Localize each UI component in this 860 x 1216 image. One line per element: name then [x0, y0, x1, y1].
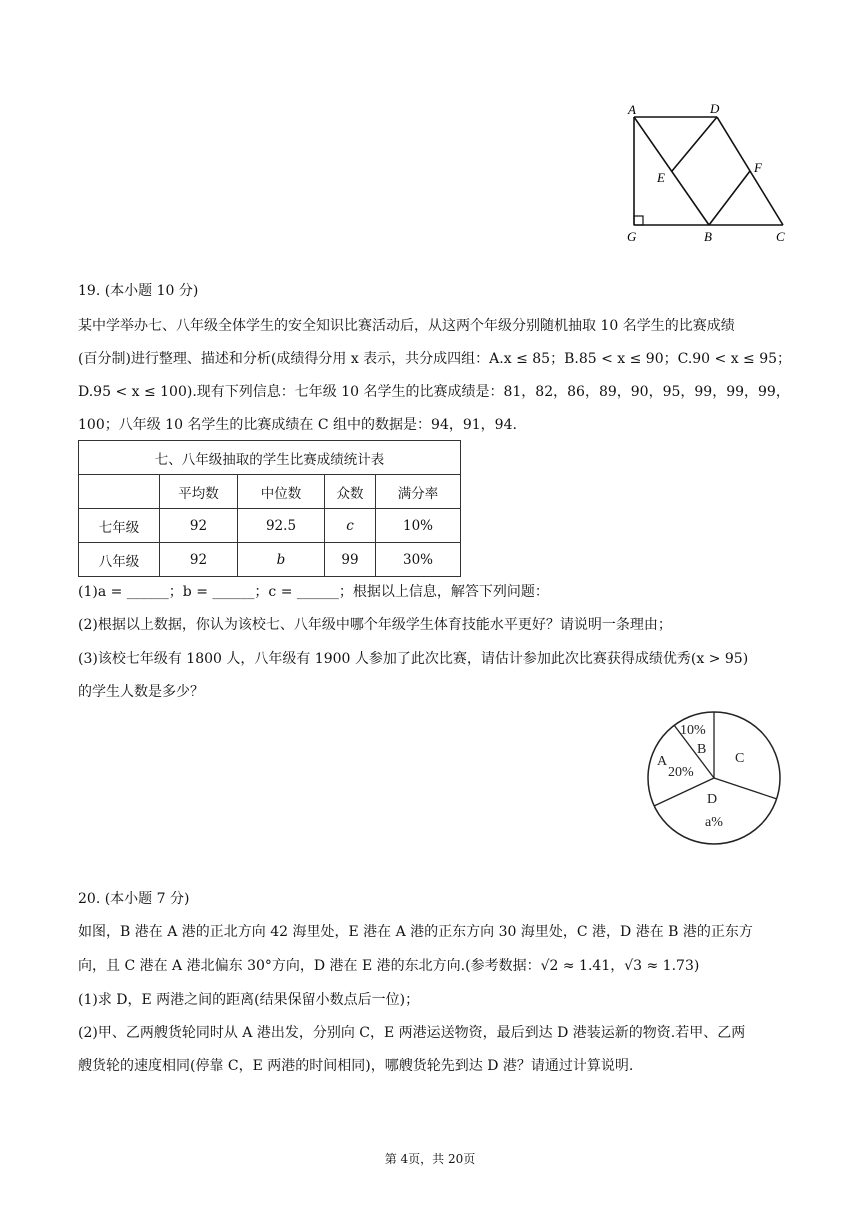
- stats-table: [78, 440, 461, 577]
- table-cell: 92: [160, 509, 238, 543]
- q20-line-2: 向，且 C 港在 A 港北偏东 30°方向，D 港在 E 港的东北方向.(参考数据：√2 ≈ 1.41，√3 ≈ 1.73): [78, 958, 700, 974]
- pie-label-c: C: [735, 751, 745, 766]
- label-D: D: [710, 101, 720, 116]
- q19-line-2: (百分制)进行整理、描述和分析(成绩得分用 x 表示，共分成四组：A.x ≤ 85；B.85 < x ≤ 90；C.90 < x ≤ 95；: [78, 351, 792, 367]
- table-cell: b: [238, 543, 325, 577]
- label-E: E: [657, 170, 665, 185]
- label-C: C: [776, 229, 785, 244]
- q20-part-2: (2)甲、乙两艘货轮同时从 A 港出发，分别向 C，E 两港运送物资，最后到达 D 港装运新的物资.若甲、乙两: [78, 1025, 746, 1041]
- table-header-cell: 平均数: [160, 475, 238, 509]
- table-cell: 92: [160, 543, 238, 577]
- table-caption: 七、八年级抽取的学生比赛成绩统计表: [79, 441, 461, 475]
- table-cell: c: [325, 509, 376, 543]
- label-F: F: [754, 160, 762, 175]
- q20-part-2-cont: 艘货轮的速度相同(停靠 C，E 两港的时间相同)，哪艘货轮先到达 D 港？请通过计算说明.: [78, 1058, 634, 1074]
- pie-label-a: A: [657, 754, 668, 769]
- geometry-figure: [620, 98, 800, 248]
- table-header-cell: 中位数: [238, 475, 325, 509]
- q19-part-1: (1)a = ______；b = ______；c = ______；根据以上信息，解答下列问题：: [78, 584, 549, 600]
- table-row: [79, 543, 461, 577]
- q19-line-4: 100；八年级 10 名学生的比赛成绩在 C 组中的数据是：94，91，94.: [78, 417, 517, 433]
- label-B: B: [704, 229, 712, 244]
- q19-part-3-cont: 的学生人数是多少？: [78, 684, 204, 700]
- table-cell: 10%: [376, 509, 461, 543]
- label-A: A: [628, 102, 636, 117]
- table-cell: 99: [325, 543, 376, 577]
- q19-line-1: 某中学举办七、八年级全体学生的安全知识比赛活动后，从这两个年级分别随机抽取 10 名学生的比赛成绩: [78, 318, 735, 334]
- table-cell: 30%: [376, 543, 461, 577]
- table-cell: 七年级: [79, 509, 160, 543]
- q19-part-2: (2)根据以上数据，你认为该校七、八年级中哪个年级学生体育技能水平更好？请说明一条理由；: [78, 617, 672, 633]
- table-header-row: [79, 475, 461, 509]
- pie-label-a-percent: 20%: [668, 765, 694, 780]
- pie-chart: [640, 708, 790, 853]
- q19-part-3: (3)该校七年级有 1800 人，八年级有 1900 人参加了此次比赛，请估计参加此次比赛获得成绩优秀(x > 95): [78, 651, 749, 667]
- q20-part-1: (1)求 D，E 两港之间的距离(结果保留小数点后一位)；: [78, 992, 420, 1008]
- table-cell: 92.5: [238, 509, 325, 543]
- page-footer: 第 4页，共 20页: [384, 1152, 476, 1166]
- label-G: G: [627, 229, 637, 244]
- q19-header: 19. (本小题 10 分): [78, 283, 199, 299]
- table-header-cell: [79, 475, 160, 509]
- pie-label-b-percent: 10%: [680, 723, 706, 738]
- pie-label-d-percent: a%: [705, 815, 723, 830]
- table-header-cell: 众数: [325, 475, 376, 509]
- q20-line-1: 如图，B 港在 A 港的正北方向 42 海里处，E 港在 A 港的正东方向 30 海里处，C 港，D 港在 B 港的正东方: [78, 924, 753, 940]
- pie-label-b: B: [697, 742, 707, 757]
- table-header-cell: 满分率: [376, 475, 461, 509]
- table-row: [79, 509, 461, 543]
- q19-line-3: D.95 < x ≤ 100).现有下列信息：七年级 10 名学生的比赛成绩是：81，82，86，89，90，95，99，99，99，: [78, 384, 790, 400]
- pie-label-d: D: [707, 792, 718, 807]
- q20-header: 20. (本小题 7 分): [78, 891, 190, 907]
- table-cell: 八年级: [79, 543, 160, 577]
